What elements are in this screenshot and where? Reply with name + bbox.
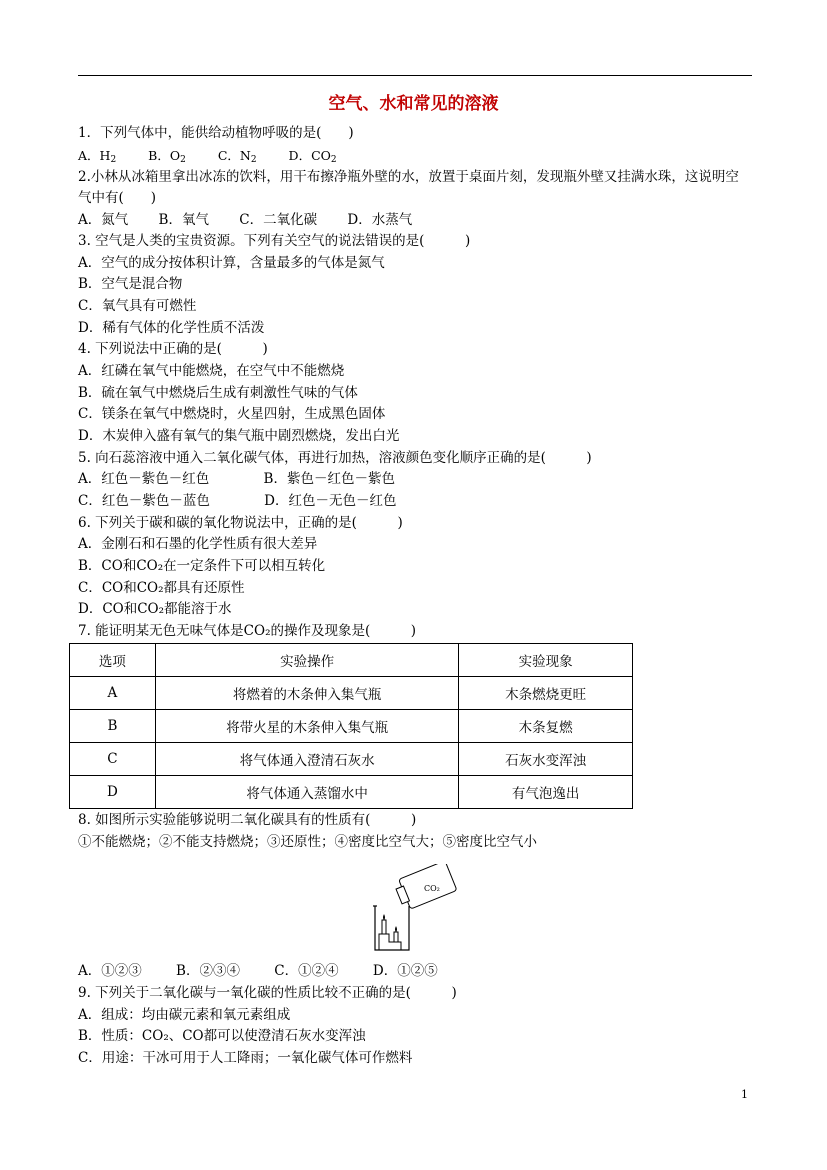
q2-option-d: D．水蒸气 [347, 212, 413, 228]
q3-option-d: D．稀有气体的化学性质不活泼 [78, 320, 265, 336]
page-title: 空气、水和常见的溶液 [328, 94, 499, 114]
q2-option-a: A．氮气 [78, 212, 129, 228]
table-row [70, 776, 633, 809]
q3-option-c: C．氧气具有可燃性 [78, 298, 197, 314]
q3-option-b: B．空气是混合物 [78, 276, 183, 292]
table-row [70, 677, 633, 710]
q1-option-b: B．$O_2$ [148, 148, 186, 165]
q6-option-c: C．CO和CO₂都具有还原性 [78, 580, 245, 596]
q1-option-c: C．$N_2$ [217, 148, 257, 165]
q9-option-b: B．性质：CO₂、CO都可以使澄清石灰水变浑浊 [78, 1028, 366, 1044]
q8-option-d: D．①②⑤ [372, 963, 438, 979]
q4-option-b: B．硫在氧气中燃烧后生成有刺激性气味的气体 [78, 385, 358, 401]
q6-option-d: D．CO和CO₂都能溶于水 [78, 601, 232, 617]
q7-stem: 7. 能证明某无色无味气体是CO₂的操作及现象是( ) [78, 623, 417, 639]
q4-stem: 4. 下列说法中正确的是( ) [78, 341, 268, 357]
q2-stem: 2.小林从冰箱里拿出冰冻的饮料，用干布擦净瓶外壁的水，放置于桌面片刻，发现瓶外壁又挂满水珠，这说明空气中有( ) [78, 169, 739, 206]
table-cell: 将气体通入蒸馏水中 [155, 776, 458, 809]
q1-options [78, 147, 337, 165]
q3-option-a: A．空气的成分按体积计算，含量最多的气体是氮气 [78, 255, 385, 271]
table-header-row [70, 644, 633, 677]
candle-tall [382, 920, 386, 934]
header-rule [78, 75, 752, 76]
q6-stem: 6. 下列关于碳和碳的氧化物说法中，正确的是( ) [78, 515, 403, 531]
table-cell: D [70, 776, 156, 809]
table-cell: 木条燃烧更旺 [459, 677, 633, 710]
table-header-option: 选项 [70, 644, 156, 677]
beaker-candles-diagram [367, 864, 459, 954]
table-cell: B [70, 710, 156, 743]
q4-option-a: A．红磷在氧气中能燃烧，在空气中不能燃烧 [78, 363, 345, 379]
q2-options [78, 211, 412, 229]
q5-option-a: A．红色－紫色－红色 [78, 471, 210, 487]
q5-stem: 5. 向石蕊溶液中通入二氧化碳气体，再进行加热，溶液颜色变化顺序正确的是( ) [78, 450, 592, 466]
table-row [70, 710, 633, 743]
q8-properties: ①不能燃烧；②不能支持燃烧；③还原性；④密度比空气大；⑤密度比空气小 [78, 834, 537, 850]
q5-option-d: D．红色－无色－红色 [264, 493, 397, 509]
q6-option-b: B．CO和CO₂在一定条件下可以相互转化 [78, 558, 326, 574]
table-cell: 将气体通入澄清石灰水 [155, 743, 458, 776]
co2-label: CO₂ [424, 884, 440, 893]
q4-option-c: C．镁条在氧气中燃烧时，火星四射，生成黑色固体 [78, 406, 386, 422]
table-cell: A [70, 677, 156, 710]
table-cell: 木条复燃 [459, 710, 633, 743]
q2-option-c: C．二氧化碳 [239, 212, 318, 228]
q8-option-a: A．①②③ [78, 963, 142, 979]
q8-option-c: C．①②④ [274, 963, 339, 979]
table-header-phenomenon: 实验现象 [459, 644, 633, 677]
q4-option-d: D．木炭伸入盛有氧气的集气瓶中剧烈燃烧，发出白光 [78, 428, 400, 444]
table-cell: 石灰水变浑浊 [459, 743, 633, 776]
q9-option-a: A．组成：均由碳元素和氧元素组成 [78, 1007, 291, 1023]
q7-table [69, 643, 633, 809]
q5-options-row1 [78, 470, 395, 488]
q8-options [78, 962, 438, 980]
table-cell: C [70, 743, 156, 776]
q9-stem: 9. 下列关于二氧化碳与一氧化碳的性质比较不正确的是( ) [78, 985, 457, 1001]
q1-option-a: A．$H_2$ [78, 148, 117, 165]
table-row [70, 743, 633, 776]
q8-option-b: B．②③④ [176, 963, 240, 979]
beaker-shape [375, 906, 409, 950]
q5-option-b: B．紫色－红色－紫色 [263, 471, 395, 487]
q1-option-d: D．$CO_2$ [288, 148, 337, 165]
q6-option-a: A．金刚石和石墨的化学性质有很大差异 [78, 536, 318, 552]
table-cell: 将燃着的木条伸入集气瓶 [155, 677, 458, 710]
q5-options-row2 [78, 492, 396, 510]
q3-stem: 3. 空气是人类的宝贵资源。下列有关空气的说法错误的是( ) [78, 233, 471, 249]
q8-stem: 8. 如图所示实验能够说明二氧化碳具有的性质有( ) [78, 812, 417, 828]
q2-option-b: B．氧气 [158, 212, 209, 228]
q1-stem: 1．下列气体中，能供给动植物呼吸的是( ) [78, 125, 354, 141]
q9-option-c: C．用途：干冰可用于人工降雨；一氧化碳气体可作燃料 [78, 1050, 413, 1066]
candle-short [394, 932, 398, 942]
table-header-operation: 实验操作 [155, 644, 458, 677]
table-cell: 将带火星的木条伸入集气瓶 [155, 710, 458, 743]
page-number: 1 [741, 1088, 748, 1101]
q5-option-c: C．红色－紫色－蓝色 [78, 493, 210, 509]
co2-pouring-figure [367, 864, 459, 954]
table-cell: 有气泡逸出 [459, 776, 633, 809]
